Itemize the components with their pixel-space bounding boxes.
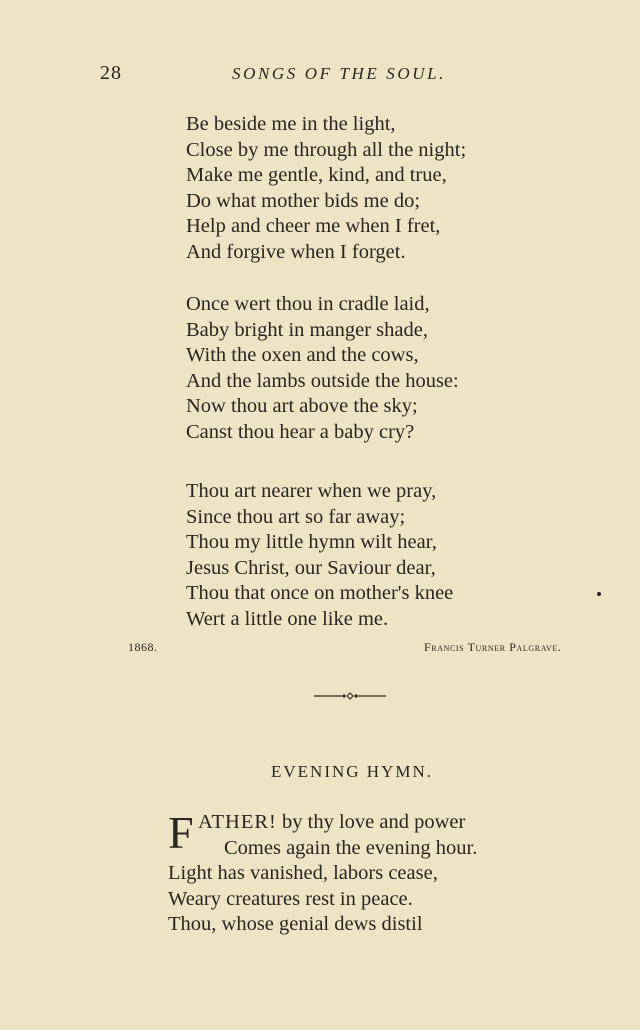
verse-line: And forgive when I forget. bbox=[186, 240, 406, 263]
verse-line: Comes again the evening hour. bbox=[224, 836, 478, 859]
verse-line: Help and cheer me when I fret, bbox=[186, 215, 441, 237]
verse-line: Light has vanished, labors cease, bbox=[168, 862, 438, 884]
verse-line: And the lambs outside the house: bbox=[186, 369, 459, 392]
verse-line: Thou that once on mother's knee bbox=[186, 582, 454, 604]
verse-line: Thou, whose genial dews distil bbox=[168, 913, 423, 935]
verse-line: Weary creatures rest in peace. bbox=[168, 887, 413, 910]
page-number: 28 bbox=[100, 62, 122, 84]
first-word-caps: ATHER! bbox=[198, 811, 277, 833]
verse-line: Wert a little one like me. bbox=[186, 607, 389, 630]
verse-line: Thou my little hymn wilt hear, bbox=[186, 531, 437, 553]
verse-line-first bbox=[168, 810, 477, 836]
poem-stanza-3 bbox=[186, 479, 453, 632]
poem-year: 1868. bbox=[128, 640, 158, 654]
poem-stanza-2 bbox=[186, 292, 459, 445]
section-divider-ornament bbox=[314, 690, 386, 702]
verse-line: Do what mother bids me do; bbox=[186, 189, 421, 212]
verse-line: Make me gentle, kind, and true, bbox=[186, 164, 447, 186]
ink-speck bbox=[597, 592, 601, 596]
verse-line: Thou art nearer when we pray, bbox=[186, 480, 437, 502]
verse-line: Since thou art so far away; bbox=[186, 505, 406, 528]
hymn-title: EVENING HYMN. bbox=[271, 762, 433, 781]
poem-author: Francis Turner Palgrave. bbox=[424, 640, 562, 654]
verse-line: Jesus Christ, our Saviour dear, bbox=[186, 556, 436, 579]
poem-stanza-1 bbox=[186, 112, 466, 265]
verse-line: Now thou art above the sky; bbox=[186, 395, 418, 417]
first-line-rest: by thy love and power bbox=[276, 811, 466, 833]
evening-hymn bbox=[168, 807, 478, 938]
drop-cap: F bbox=[168, 807, 194, 858]
verse-line: Once wert thou in cradle laid, bbox=[186, 293, 430, 315]
running-title: SONGS OF THE SOUL. bbox=[232, 64, 446, 83]
verse-line: Be beside me in the light, bbox=[186, 113, 396, 135]
verse-line: Canst thou hear a baby cry? bbox=[186, 420, 415, 443]
verse-line: Baby bright in manger shade, bbox=[186, 318, 428, 341]
verse-line: Close by me through all the night; bbox=[186, 138, 467, 161]
verse-line: With the oxen and the cows, bbox=[186, 344, 419, 366]
